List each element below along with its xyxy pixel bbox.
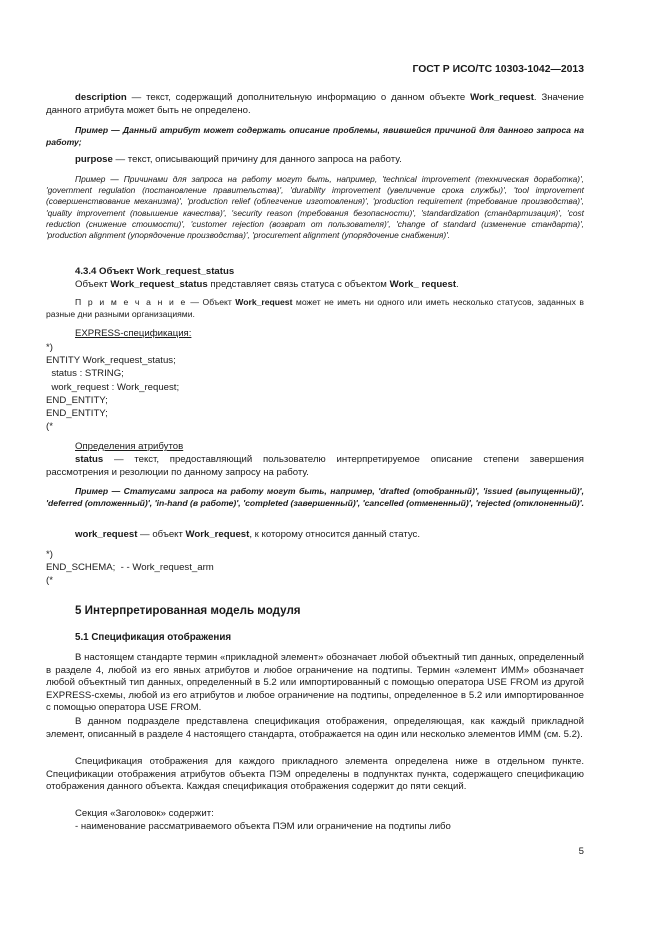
term-description: description: [75, 92, 127, 103]
paragraph-2: В данном подразделе представлена спецификация отображения, определяющая, как каждый прикладной элемент, описанный в разделе 4 настоящего стандарта, отображается на один или несколько элементов ИММ (см. 5.2).: [46, 716, 584, 740]
work-request-attribute: work_request — объект Work_request, к которому относится данный статус.: [75, 529, 420, 540]
section-4-3-4-heading: 4.3.4 Объект Work_request_status: [75, 266, 235, 277]
schema-end-code: *) END_SCHEMA; - - Work_request_arm (*: [46, 549, 214, 587]
section-4-3-4-text: Объект Work_request_status представляет связь статуса с объектом Work_ request.: [75, 279, 459, 290]
section-5-1-heading: 5.1 Спецификация отображения: [75, 632, 232, 643]
express-code: *) ENTITY Work_request_status; status : STRING; work_request : Work_request; END_ENTITY; END_ENTITY; (*: [46, 342, 180, 433]
example-1: Пример — Данный атрибут может содержать описание проблемы, явившейся причиной для данного запроса на работу;: [46, 125, 584, 147]
page-number: 5: [578, 846, 584, 857]
section-5-heading: 5 Интерпретированная модель модуля: [75, 604, 301, 617]
description-attribute: description — текст, содержащий дополнительную информацию о данном объекте Work_request. Значение данного атрибута может быть не определено.: [46, 92, 584, 116]
attribute-definitions-label: Определения атрибутов: [75, 441, 184, 452]
note: П р и м е ч а н и е — Объект Work_request может не иметь ни одного или иметь несколько статусов, заданных в разные дни разными организациями.: [46, 297, 584, 319]
paragraph-4: Секция «Заголовок» содержит:: [75, 808, 214, 819]
paragraph-5: - наименование рассматриваемого объекта ПЭМ или ограничение на подтипы либо: [75, 821, 451, 832]
paragraph-3: Спецификация отображения для каждого прикладного элемента определена ниже в отдельном пункте. Спецификации отображения атрибутов объекта ПЭМ определены в подпунктах пункта, содержащего спецификацию отображения данного объекта. Каждая спецификация отображения содержит до пяти секций.: [46, 756, 584, 793]
express-label: EXPRESS-спецификация:: [75, 328, 192, 339]
purpose-attribute: purpose — текст, описывающий причину для данного запроса на работу.: [75, 154, 402, 165]
paragraph-1: В настоящем стандарте термин «прикладной элемент» обозначает любой объектный тип данных, определенный в разделе 4, любой из его явных атрибутов и любое ограничение на подтипы. Термин «элемент ИММ» обозначает любой объектный тип данных, определенный в 5.2 или импортированный с помощью оператора USE FROM из другой EXPRESS-схемы, любой из его атрибутов и любое ограничение на подтипы, определенное в 5.2 или импортированное с помощью оператора USE FROM.: [46, 652, 584, 714]
document-header: ГОСТ Р ИСО/ТС 10303-1042—2013: [412, 64, 584, 75]
example-2: Пример — Причинами для запроса на работу могут быть, например, 'technical improvement (техническая доработка)', 'government regulation (постановление правительства)', 'durability improvement (увеличение срока службы)', 'tool improvement (совершенствование механизма)', 'production relief (облегчение изготовления)', 'production requirement (требование производства)', 'quality improvement (повышение качества)', 'security reason (требования безопасности)', 'standardization (стандартизация)', 'cost reduction (снижение стоимости)', 'customer rejection (возврат от пользователя)', 'change of standard (изменение стандарта)', 'production alignment (упорядочение производства)', 'procurement alignment (упорядочение снабжения)'.: [46, 174, 584, 241]
status-attribute: status — текст, предоставляющий пользователю интерпретируемое описание степени завершения рассмотрения и резолюции по данному запросу на работу.: [46, 454, 584, 478]
example-3: Пример — Статусами запроса на работу могут быть, например, 'drafted (отобранный)', 'issued (выпущенный)', 'deferred (отложенный)', 'in-hand (в работе)', 'completed (завершенный)', 'cancelled (отмененный)', 'rejected (отклоненный)'.: [46, 486, 585, 508]
